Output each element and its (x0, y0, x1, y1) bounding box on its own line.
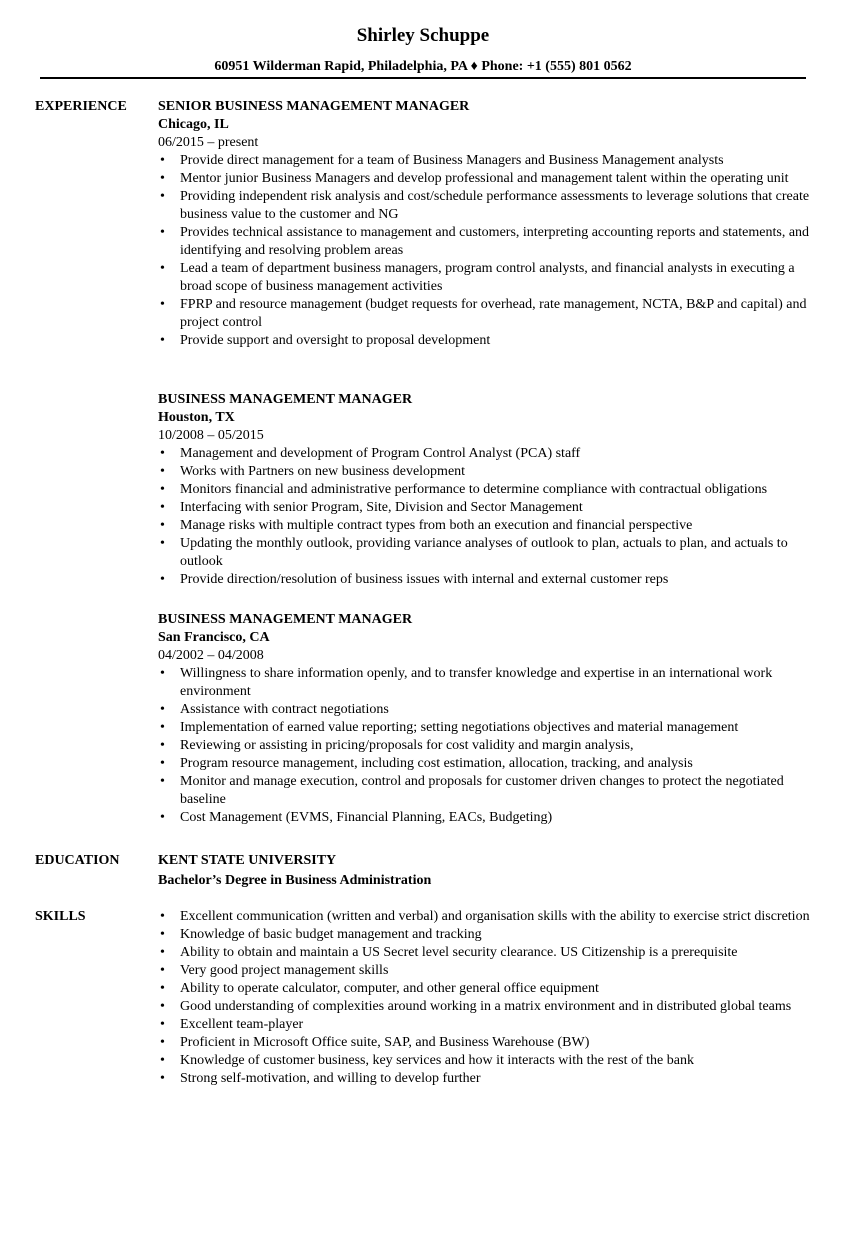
list-item: • Knowledge of basic budget management and tracking (158, 926, 818, 944)
list-item: • FPRP and resource management (budget requests for overhead, rate management, NCTA, B&P and capital) and project control (158, 296, 818, 332)
list-item: • Provide direction/resolution of business issues with internal and external customer reps (158, 571, 818, 589)
job-entry (158, 391, 818, 589)
list-item: • Willingness to share information openly, and to transfer knowledge and expertise in an international work environment (158, 665, 818, 701)
job-duties (158, 152, 818, 350)
list-item: • Lead a team of department business managers, program control analysts, and financial analysts in executing a broad scope of business management activities (158, 260, 818, 296)
job-dates: 06/2015 – present (158, 135, 259, 150)
job-entry (158, 611, 818, 827)
list-item: • Good understanding of complexities around working in a matrix environment and in distributed global teams (158, 998, 818, 1016)
job-location: Houston, TX (158, 410, 235, 425)
list-item: • Provides technical assistance to management and customers, interpreting accounting reports and statements, and identifying and resolving problem areas (158, 224, 818, 260)
list-item: • Strong self-motivation, and willing to develop further (158, 1070, 818, 1088)
list-item: • Proficient in Microsoft Office suite, SAP, and Business Warehouse (BW) (158, 1034, 818, 1052)
list-item: • Cost Management (EVMS, Financial Planning, EACs, Budgeting) (158, 809, 818, 827)
list-item: • Very good project management skills (158, 962, 818, 980)
degree: Bachelor’s Degree in Business Administration (158, 873, 432, 888)
job-dates: 10/2008 – 05/2015 (158, 428, 264, 443)
list-item: • Management and development of Program Control Analyst (PCA) staff (158, 445, 818, 463)
job-duties (158, 445, 818, 589)
list-item: • Ability to operate calculator, computer, and other general office equipment (158, 980, 818, 998)
job-location: San Francisco, CA (158, 630, 270, 645)
list-item: • Program resource management, including cost estimation, allocation, tracking, and analysis (158, 755, 818, 773)
list-item: • Excellent communication (written and verbal) and organisation skills with the ability to exercise strict discretion (158, 908, 818, 926)
list-item: • Excellent team-player (158, 1016, 818, 1034)
list-item: • Implementation of earned value reporting; setting negotiations objectives and material management (158, 719, 818, 737)
skills-list (158, 908, 818, 1088)
list-item: • Monitor and manage execution, control and proposals for customer driven changes to protect the negotiated baseline (158, 773, 818, 809)
list-item: • Manage risks with multiple contract types from both an execution and financial perspective (158, 517, 818, 535)
job-title: BUSINESS MANAGEMENT MANAGER (158, 392, 413, 407)
list-item: • Monitors financial and administrative performance to determine compliance with contractual obligations (158, 481, 818, 499)
header-divider (40, 77, 806, 79)
contact-line: 60951 Wilderman Rapid, Philadelphia, PA ♦ Phone: +1 (555) 801 0562 (214, 59, 632, 74)
candidate-name: Shirley Schuppe (356, 25, 490, 46)
skills-list-wrapper (158, 908, 818, 1088)
list-item: • Reviewing or assisting in pricing/proposals for cost validity and margin analysis, (158, 737, 818, 755)
education-heading: EDUCATION (35, 853, 120, 868)
job-entry (158, 98, 818, 350)
list-item: • Assistance with contract negotiations (158, 701, 818, 719)
job-duties (158, 665, 818, 827)
list-item: • Updating the monthly outlook, providing variance analyses of outlook to plan, actuals to plan, and actuals to outlook (158, 535, 818, 571)
job-location: Chicago, IL (158, 117, 229, 132)
education-entry (158, 852, 818, 890)
list-item: • Provide support and oversight to proposal development (158, 332, 818, 350)
job-title: BUSINESS MANAGEMENT MANAGER (158, 612, 413, 627)
job-title: SENIOR BUSINESS MANAGEMENT MANAGER (158, 99, 470, 114)
list-item: • Provide direct management for a team of Business Managers and Business Management analysts (158, 152, 818, 170)
list-item: • Providing independent risk analysis and cost/schedule performance assessments to leverage solutions that create business value to the customer and NG (158, 188, 818, 224)
list-item: • Works with Partners on new business development (158, 463, 818, 481)
job-dates: 04/2002 – 04/2008 (158, 648, 264, 663)
list-item: • Mentor junior Business Managers and develop professional and management talent within the operating unit (158, 170, 818, 188)
list-item: • Interfacing with senior Program, Site, Division and Sector Management (158, 499, 818, 517)
skills-heading: SKILLS (35, 909, 86, 924)
list-item: • Ability to obtain and maintain a US Secret level security clearance. US Citizenship is a prerequisite (158, 944, 818, 962)
school-name: KENT STATE UNIVERSITY (158, 853, 337, 868)
list-item: • Knowledge of customer business, key services and how it interacts with the rest of the bank (158, 1052, 818, 1070)
experience-heading: EXPERIENCE (35, 99, 127, 114)
